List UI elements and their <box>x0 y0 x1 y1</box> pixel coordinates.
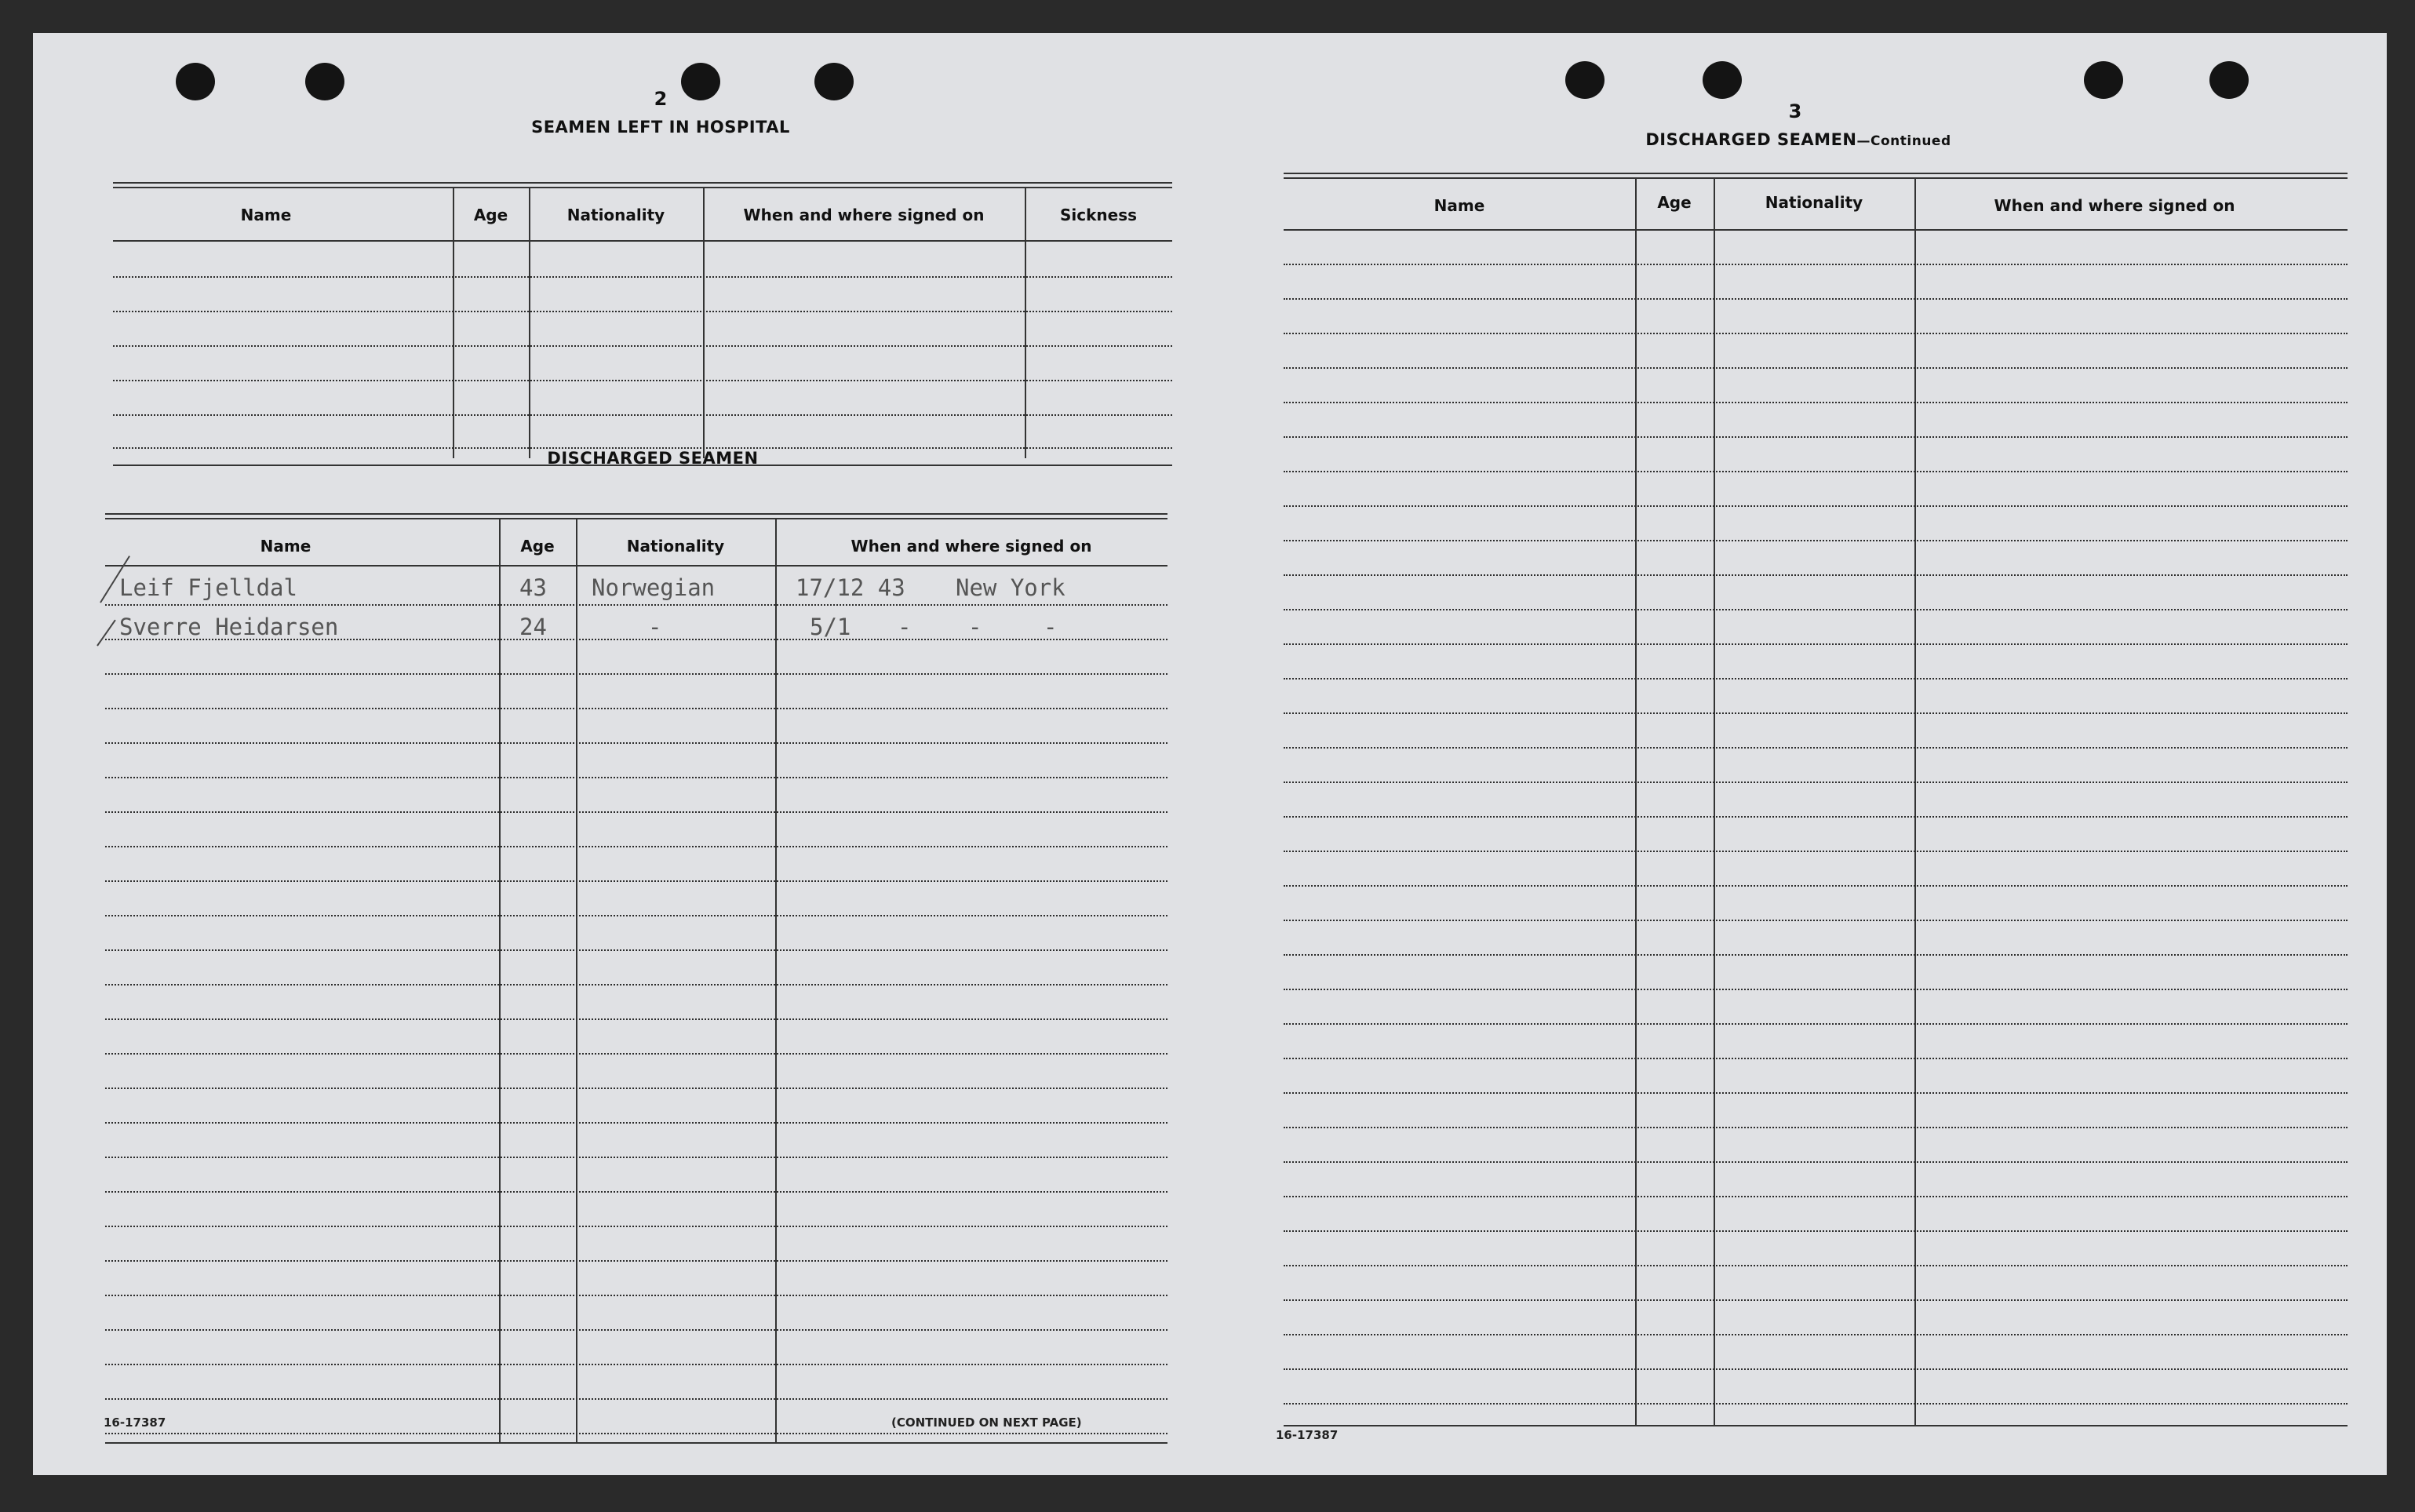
ruled-line <box>105 1398 1167 1400</box>
ruled-line <box>1284 1127 2348 1128</box>
continued-note: (CONTINUED ON NEXT PAGE) <box>891 1415 1082 1430</box>
discharged-col-age: Age <box>520 537 555 556</box>
row1-age: 43 <box>519 574 547 601</box>
ruled-line <box>1284 851 2348 852</box>
hospital-table <box>113 151 1172 432</box>
punch-hole <box>305 63 344 100</box>
ruled-line <box>1284 1023 2348 1025</box>
row1-name: Leif Fjelldal <box>119 574 297 601</box>
right-section-title <box>1445 130 2151 149</box>
hospital-section-title: SEAMEN LEFT IN HOSPITAL <box>531 118 790 137</box>
ruled-line <box>105 949 1167 951</box>
ruled-line <box>1284 540 2348 541</box>
ruled-line <box>105 1329 1167 1331</box>
ruled-line <box>1284 1403 2348 1405</box>
ruled-line <box>105 880 1167 882</box>
ruled-line <box>1284 1265 2348 1266</box>
ruled-line <box>105 1433 1167 1434</box>
ruled-line <box>1284 505 2348 507</box>
discharged-col-nationality: Nationality <box>626 537 725 556</box>
right-col-signed-on: When and where signed on <box>1994 196 2235 215</box>
ruled-line <box>105 915 1167 916</box>
hospital-col-name: Name <box>240 206 292 224</box>
check-mark <box>97 620 116 647</box>
ruled-line <box>105 1122 1167 1124</box>
ruled-line <box>1284 1230 2348 1232</box>
ruled-line <box>1284 678 2348 679</box>
document-sheet <box>33 33 2387 1475</box>
right-col-nationality: Nationality <box>1765 193 1863 212</box>
hospital-col-signed-on: When and where signed on <box>743 206 985 224</box>
ruled-line <box>1284 367 2348 369</box>
ruled-line <box>1284 471 2348 472</box>
ruled-line <box>105 1053 1167 1055</box>
ruled-line <box>1284 885 2348 887</box>
punch-hole <box>2209 61 2249 99</box>
page-number-left: 2 <box>654 88 668 110</box>
punch-hole <box>1565 61 1605 99</box>
ruled-line <box>105 984 1167 986</box>
ruled-line <box>1284 436 2348 438</box>
ruled-line <box>105 639 1167 640</box>
ruled-line <box>105 1260 1167 1262</box>
ruled-line <box>105 673 1167 675</box>
form-number-right: 16-17387 <box>1276 1428 1339 1442</box>
ruled-line <box>105 1088 1167 1089</box>
ruled-line <box>105 1191 1167 1193</box>
row1-date: 17/12 43 <box>796 574 905 601</box>
ruled-line <box>105 1018 1167 1020</box>
punch-hole <box>176 63 215 100</box>
form-number-left: 16-17387 <box>104 1415 166 1430</box>
ruled-line <box>1284 989 2348 990</box>
ruled-line <box>1284 1368 2348 1370</box>
punch-hole <box>814 63 854 100</box>
ruled-line <box>105 811 1167 813</box>
page-number-right: 3 <box>1788 100 1802 122</box>
ruled-line <box>1284 1196 2348 1197</box>
discharged-section-title: DISCHARGED SEAMEN <box>547 449 759 468</box>
ruled-line <box>105 1364 1167 1365</box>
ruled-line <box>105 742 1167 744</box>
ruled-line <box>1284 264 2348 265</box>
ruled-line <box>1284 1161 2348 1163</box>
ruled-line <box>1284 816 2348 818</box>
row2-place2: - <box>968 614 982 640</box>
discharged-col-signed-on: When and where signed on <box>851 537 1092 556</box>
ruled-line <box>105 1157 1167 1158</box>
row2-place: - <box>898 614 912 640</box>
ruled-line <box>1284 1092 2348 1094</box>
ruled-line <box>1284 920 2348 921</box>
row2-nationality: - <box>648 614 662 640</box>
right-title-main: DISCHARGED SEAMEN <box>1645 130 1857 149</box>
ruled-line <box>105 1295 1167 1296</box>
right-title-suffix: —Continued <box>1856 133 1951 149</box>
punch-hole <box>1703 61 1742 99</box>
right-discharged-table <box>1284 173 2348 1436</box>
ruled-line <box>1284 954 2348 956</box>
ruled-line <box>1284 1299 2348 1301</box>
row2-place3: - <box>1044 614 1058 640</box>
ruled-line <box>1284 1058 2348 1059</box>
ruled-line <box>1284 1334 2348 1335</box>
ruled-line <box>1284 643 2348 645</box>
ruled-line <box>105 777 1167 778</box>
ruled-line <box>1284 609 2348 610</box>
row1-nationality: Norwegian <box>592 574 716 601</box>
hospital-col-nationality: Nationality <box>566 206 665 224</box>
punch-hole <box>2084 61 2123 99</box>
ruled-line <box>1284 747 2348 749</box>
right-col-age: Age <box>1657 193 1692 212</box>
row2-age: 24 <box>519 614 547 640</box>
right-col-name: Name <box>1433 196 1485 215</box>
hospital-col-age: Age <box>473 206 508 224</box>
ruled-line <box>1284 782 2348 783</box>
row2-date: 5/1 <box>810 614 851 640</box>
ruled-line <box>1284 402 2348 403</box>
discharged-col-name: Name <box>260 537 311 556</box>
row2-name: Sverre Heidarsen <box>119 614 339 640</box>
ruled-line <box>1284 574 2348 576</box>
row1-place: New York <box>956 574 1065 601</box>
ruled-line <box>1284 712 2348 714</box>
ruled-line <box>1284 333 2348 334</box>
discharged-table <box>105 480 1167 1445</box>
ruled-line <box>105 604 1167 606</box>
ruled-line <box>105 846 1167 847</box>
ruled-line <box>105 708 1167 709</box>
ruled-line <box>105 1226 1167 1227</box>
ruled-line <box>1284 298 2348 300</box>
hospital-col-sickness: Sickness <box>1059 206 1138 224</box>
